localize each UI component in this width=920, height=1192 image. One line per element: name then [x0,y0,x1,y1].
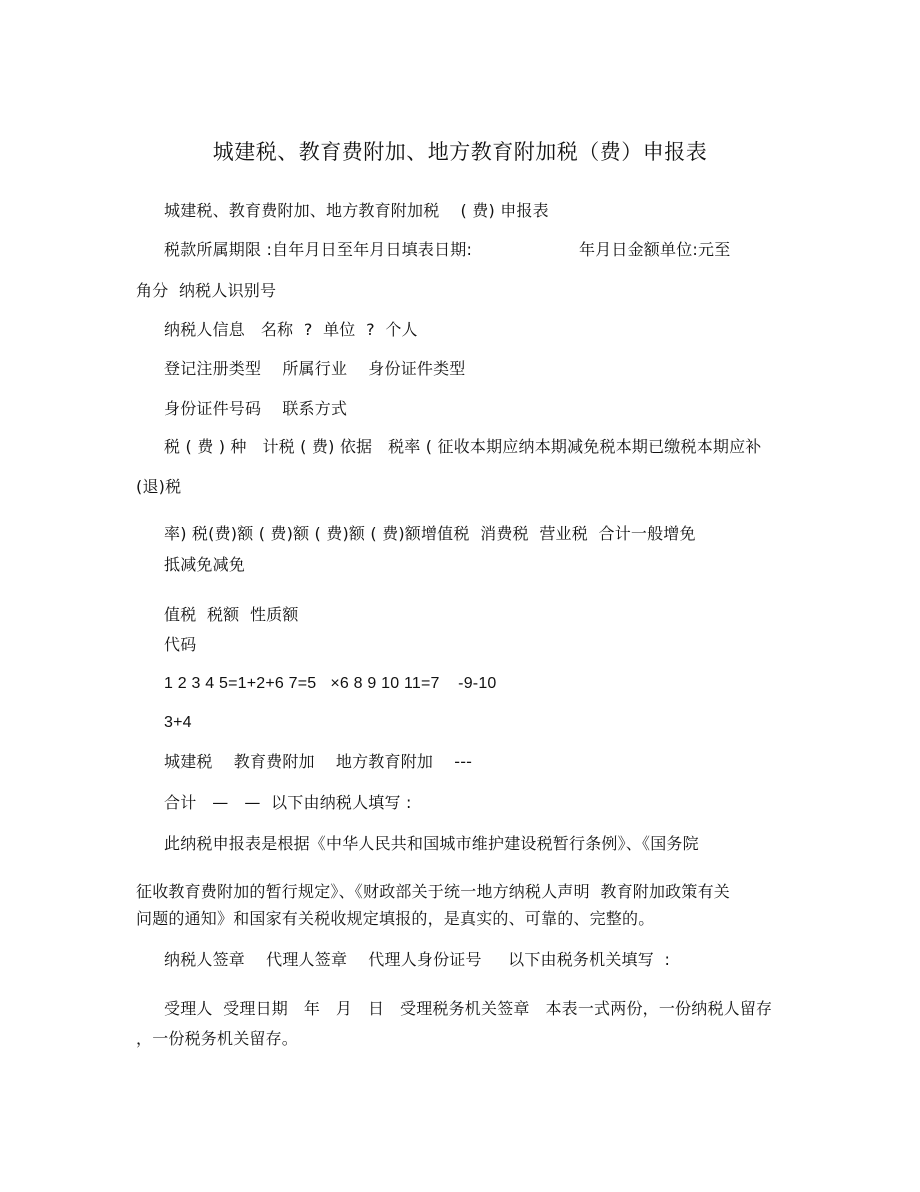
text-line: 抵减免减免 [164,555,246,574]
text-line: 合计 — — 以下由纳税人填写 : [164,793,412,812]
text-line: 城建税 教育费附加 地方教育附加 --- [164,752,473,771]
text-line: 角分 纳税人识别号 [136,281,277,300]
text-line: 年月日金额单位:元至 [579,240,731,259]
text-line: 税款所属期限 :自年月日至年月日填表日期: [164,240,473,259]
text-line: 3+4 [164,714,192,731]
text-line: 1 2 3 4 5=1+2+6 7=5 ×6 8 9 10 11=7 -9-10 [164,675,497,692]
text-line: 登记注册类型 所属行业 身份证件类型 [164,359,466,378]
text-line: 此纳税申报表是根据《中华人民共和国城市维护建设税暂行条例》、《国务院 [164,834,699,853]
text-line: 问题的通知》和国家有关税收规定填报的，是真实的、可靠的、完整的。 [136,909,655,928]
text-line: (退)税 [136,477,182,496]
text-line: 率) 税(费)额 ( 费)额 ( 费)额 ( 费)额增值税 消费税 营业税 合计一般增免 [164,524,696,543]
text-line: 代码 [164,635,197,654]
text-line: 身份证件号码 联系方式 [164,399,348,418]
text-line: 征收教育费附加的暂行规定》、《财政部关于统一地方纳税人声明 教育附加政策有关 [136,882,730,901]
text-line: 城建税、教育费附加、地方教育附加税 ( 费) 申报表 [164,201,549,220]
text-line: 纳税人签章 代理人签章 代理人身份证号 以下由税务机关填写 : [164,950,671,969]
text-line: 税 ( 费 ) 种 计税 ( 费) 依据 税率 ( 征收本期应纳本期减免税本期已缴税本期应补 [164,437,762,456]
text-line: 纳税人信息 名称 ? 单位 ? 个人 [164,320,418,339]
text-line: 受理人 受理日期 年 月 日 受理税务机关签章 本表一式两份，一份纳税人留存 [164,999,773,1018]
text-line: 值税 税额 性质额 [164,605,299,624]
text-line: ，一份税务机关留存。 [136,1029,299,1048]
document-title: 城建税、教育费附加、地方教育附加税（费）申报表 [212,140,708,164]
